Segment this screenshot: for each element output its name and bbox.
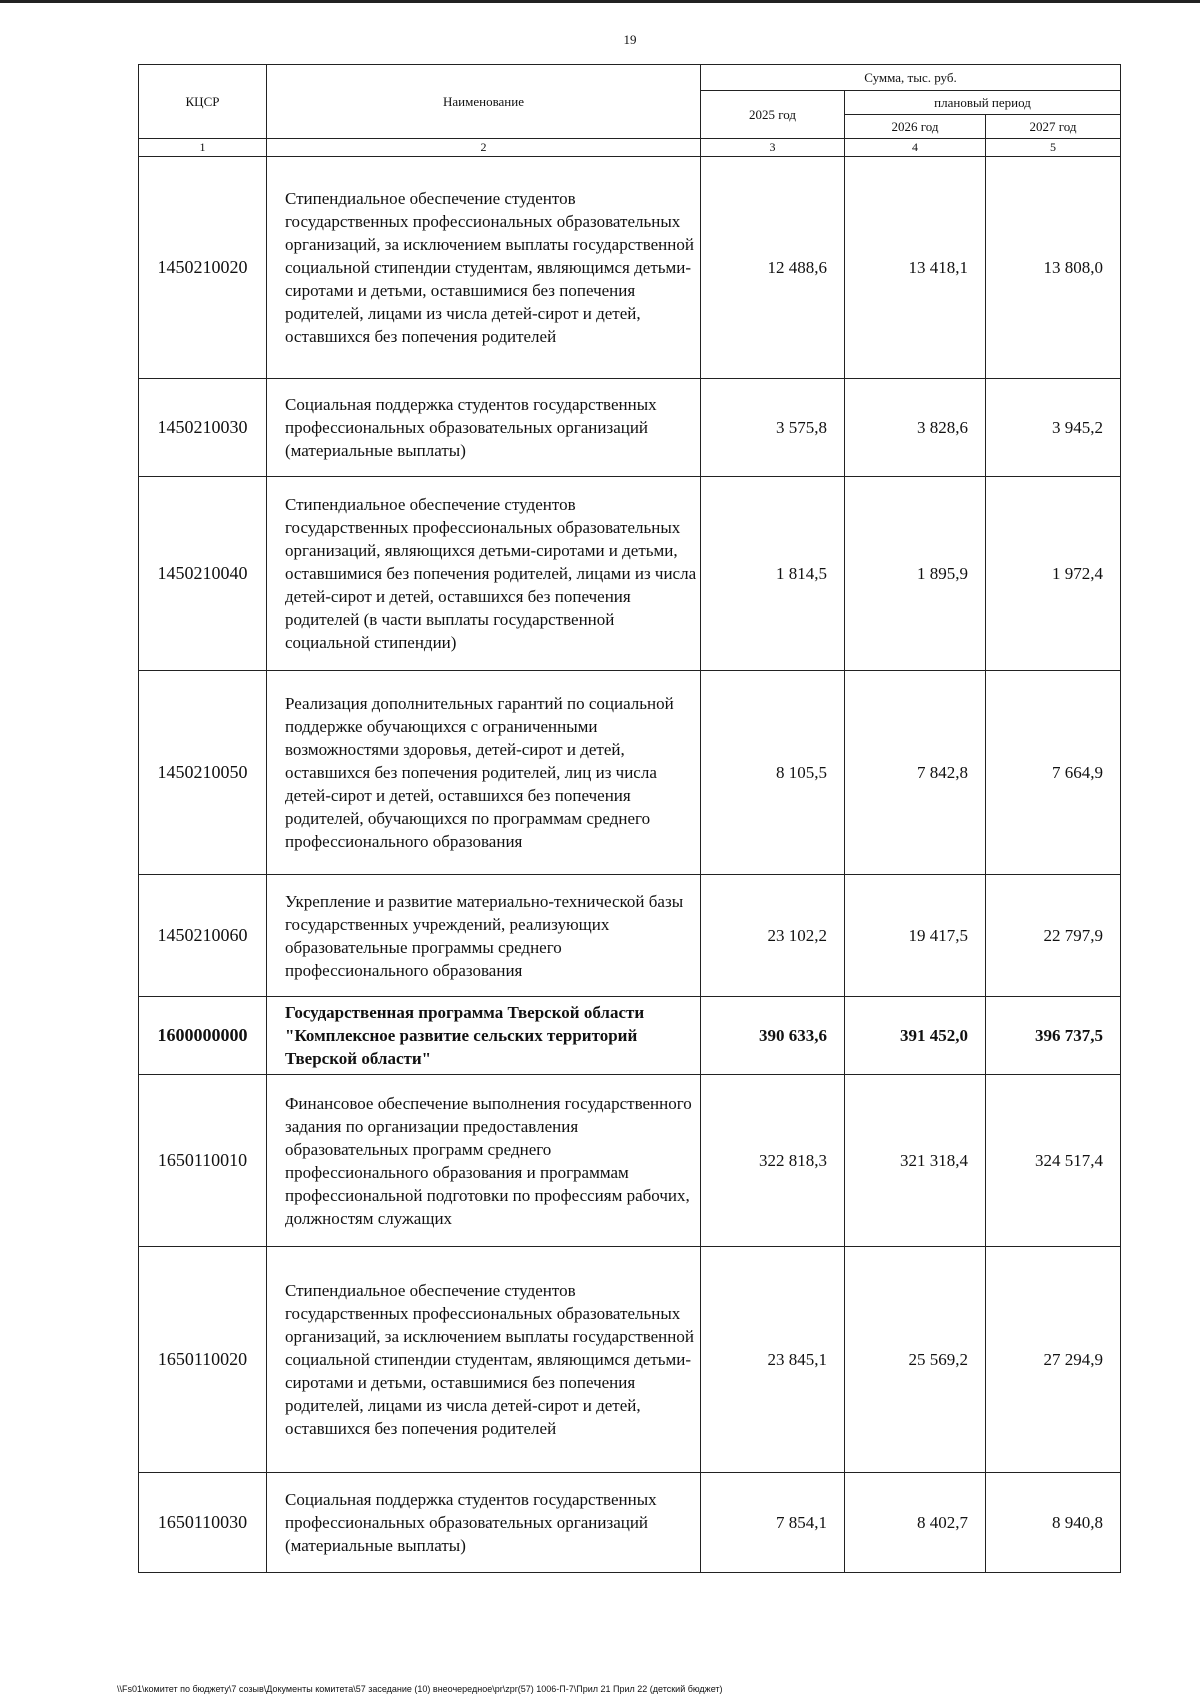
row-value-2025: 1 814,5 [701, 477, 845, 671]
column-number-row [139, 139, 1121, 157]
row-code: 1650110030 [139, 1473, 267, 1573]
row-value-2027: 27 294,9 [986, 1247, 1121, 1473]
row-code: 1450210050 [139, 671, 267, 875]
row-value-2027: 324 517,4 [986, 1075, 1121, 1247]
row-code: 1650110010 [139, 1075, 267, 1247]
row-value-2025: 390 633,6 [701, 997, 845, 1075]
row-name: Социальная поддержка студентов государственных профессиональных образовательных организаций (материальные выплаты) [267, 1473, 701, 1573]
table-row [139, 379, 1121, 477]
row-value-2026: 7 842,8 [845, 671, 986, 875]
row-name: Стипендиальное обеспечение студентов государственных профессиональных образовательных организаций, являющихся детьми-сиротами и детьми, оставшимися без попечения родителей, лицами из числа детей-сирот и детей, оставшихся без попечения родителей (в части выплаты государственной социальной стипендии) [267, 477, 701, 671]
row-value-2027: 13 808,0 [986, 157, 1121, 379]
row-name: Укрепление и развитие материально-технической базы государственных учреждений, реализующих образовательные программы среднего профессионального образования [267, 875, 701, 997]
table-row [139, 671, 1121, 875]
row-value-2025: 322 818,3 [701, 1075, 845, 1247]
row-value-2026: 321 318,4 [845, 1075, 986, 1247]
table-row [139, 875, 1121, 997]
row-value-2025: 23 845,1 [701, 1247, 845, 1473]
row-code: 1650110020 [139, 1247, 267, 1473]
column-number: 3 [701, 139, 845, 157]
header-planned-period: плановый период [845, 91, 1121, 115]
row-value-2026: 1 895,9 [845, 477, 986, 671]
budget-table [138, 64, 1121, 1573]
table-body [139, 157, 1121, 1573]
column-number: 2 [267, 139, 701, 157]
header-year-2026: 2026 год [845, 115, 986, 139]
row-value-2027: 3 945,2 [986, 379, 1121, 477]
table-row [139, 1473, 1121, 1573]
table-row [139, 157, 1121, 379]
row-name: Социальная поддержка студентов государственных профессиональных образовательных организаций (материальные выплаты) [267, 379, 701, 477]
row-value-2025: 12 488,6 [701, 157, 845, 379]
table-row [139, 1247, 1121, 1473]
row-code: 1450210040 [139, 477, 267, 671]
row-value-2027: 1 972,4 [986, 477, 1121, 671]
column-number: 5 [986, 139, 1121, 157]
row-code: 1450210020 [139, 157, 267, 379]
row-name: Реализация дополнительных гарантий по социальной поддержке обучающихся с ограниченными возможностями здоровья, детей-сирот и детей, оставшихся без попечения родителей, лиц из числа детей-сирот и детей, оставшихся без попечения родителей, обучающихся по программам среднего профессионального образования [267, 671, 701, 875]
page-number: 19 [623, 32, 637, 47]
header-name: Наименование [267, 65, 701, 139]
column-number: 4 [845, 139, 986, 157]
row-code: 1450210060 [139, 875, 267, 997]
row-value-2025: 7 854,1 [701, 1473, 845, 1573]
row-value-2027: 22 797,9 [986, 875, 1121, 997]
row-value-2025: 3 575,8 [701, 379, 845, 477]
row-value-2027: 8 940,8 [986, 1473, 1121, 1573]
page-top-border [0, 0, 1200, 3]
row-value-2027: 7 664,9 [986, 671, 1121, 875]
row-value-2027: 396 737,5 [986, 997, 1121, 1075]
row-value-2026: 3 828,6 [845, 379, 986, 477]
table-row [139, 1075, 1121, 1247]
table-row [139, 477, 1121, 671]
row-name: Государственная программа Тверской области "Комплексное развитие сельских территорий Тверской области" [267, 997, 701, 1075]
table-row-program-total [139, 997, 1121, 1075]
row-code: 1600000000 [139, 997, 267, 1075]
row-value-2026: 19 417,5 [845, 875, 986, 997]
row-value-2026: 25 569,2 [845, 1247, 986, 1473]
row-value-2025: 23 102,2 [701, 875, 845, 997]
row-value-2026: 391 452,0 [845, 997, 986, 1075]
row-name: Стипендиальное обеспечение студентов государственных профессиональных образовательных организаций, за исключением выплаты государственной социальной стипендии студентам, являющимся детьми-сиротами и детьми, оставшимися без попечения родителей, лицами из числа детей-сирот и детей, оставшихся без попечения родителей [267, 1247, 701, 1473]
row-name: Стипендиальное обеспечение студентов государственных профессиональных образовательных организаций, за исключением выплаты государственной социальной стипендии студентам, являющимся детьми-сиротами и детьми, оставшимися без попечения родителей, лицами из числа детей-сирот и детей, оставшихся без попечения родителей [267, 157, 701, 379]
footer-file-path: \\Fs01\комитет по бюджету\7 созыв\Документы комитета\57 заседание (10) внеочередное\pr\zpr(57) 1006-П-7\Прил 21 Прил 22 (детский бюджет) [117, 1684, 723, 1694]
column-number: 1 [139, 139, 267, 157]
header-code: КЦСР [139, 65, 267, 139]
row-value-2026: 8 402,7 [845, 1473, 986, 1573]
row-name: Финансовое обеспечение выполнения государственного задания по организации предоставления образовательных программ среднего профессионального образования и программам профессиональной подготовки по профессиям рабочих, должностям служащих [267, 1075, 701, 1247]
row-value-2026: 13 418,1 [845, 157, 986, 379]
header-year-2025: 2025 год [701, 91, 845, 139]
row-code: 1450210030 [139, 379, 267, 477]
row-value-2025: 8 105,5 [701, 671, 845, 875]
header-sum: Сумма, тыс. руб. [701, 65, 1121, 91]
table-header [139, 65, 1121, 157]
header-year-2027: 2027 год [986, 115, 1121, 139]
